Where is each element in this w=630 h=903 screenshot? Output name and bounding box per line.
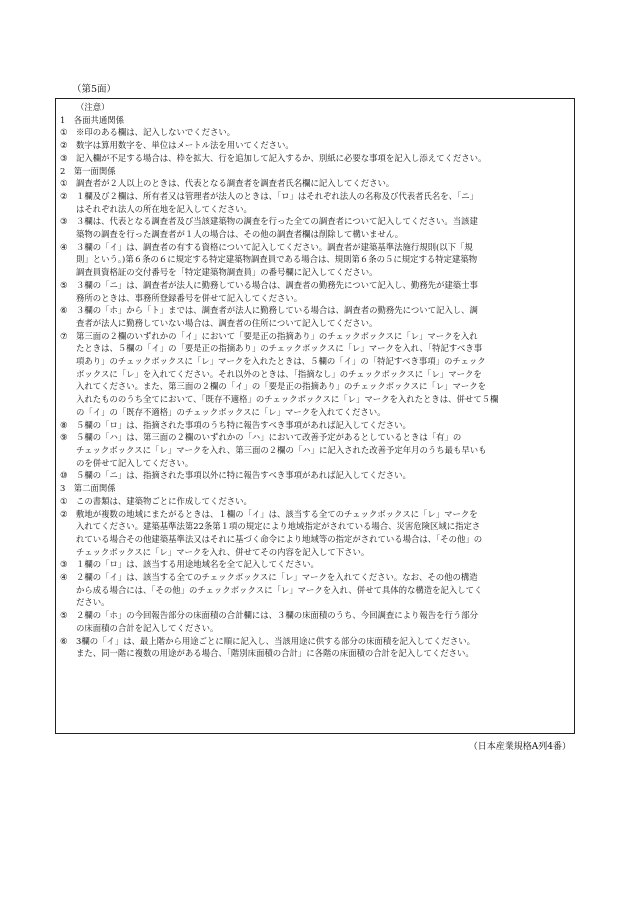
note-item-text: ３欄の「ニ」は、調査者が法人に勤務している場合は、調査者の勤務先について記入し、勤務先が建築士事 (76, 279, 478, 290)
note-item-number: ② (60, 508, 68, 519)
note-item-first-line (60, 279, 570, 292)
note-item (60, 241, 570, 279)
note-item (60, 508, 570, 559)
note-item (60, 330, 570, 419)
note-item-continuation: のを併せて記入してください。 (76, 457, 194, 468)
note-item-continuation: 築物の調査を行った調査者が１人の場合は、その他の調査者欄は削除して構いません。 (76, 229, 404, 240)
section-title: 1 各面共通関係 (60, 114, 124, 125)
note-item-number: ② (60, 190, 68, 201)
note-item-first-line (60, 241, 570, 254)
note-item-text: ５欄の「ニ」は、指摘された事項以外に特に報告すべき事項があれば記入してください。 (76, 470, 411, 481)
note-item (60, 304, 570, 329)
note-item-number: ① (60, 495, 68, 506)
note-item-text: １欄及び２欄は、所有者又は管理者が法人のときは、「ロ」はそれぞれ法人の名称及び代表者氏名を、「ニ」 (76, 190, 478, 201)
note-item-text: 数字は算用数字を、単位はメートル法を用いてください。 (76, 140, 294, 151)
note-item-first-line (60, 508, 570, 521)
note-item-continuation: ボックスに「レ」を入れてください。それ以外のときは、「指摘なし」のチェックボックスに「レ」マークを (76, 368, 482, 379)
note-item-continuation: たときは、５欄の「イ」の「要是正の指摘あり」のチェックボックスに「レ」マークを入れ、「特記すべき事 (76, 343, 483, 354)
note-item (60, 495, 570, 508)
paper-size-footer: （日本産業規格A列4番） (468, 742, 571, 752)
note-item-text: ５欄の「ロ」は、指摘された事項のうち特に報告すべき事項があれば記入してください。 (76, 419, 411, 430)
note-item (60, 126, 570, 139)
note-item-number: ① (60, 127, 68, 138)
note-item-continuation: 項あり」のチェックボックスに「レ」マークを入れたときは、５欄の「イ」の「特記すべき事項」のチェック (76, 356, 486, 367)
note-item-first-line (60, 558, 570, 571)
note-item-first-line (60, 495, 570, 508)
note-item (60, 469, 570, 482)
note-item-number: ④ (60, 572, 68, 583)
note-item-text: ３欄は、代表となる調査者及び当該建築物の調査を行った全ての調査者について記入してください。当該建 (76, 216, 478, 227)
note-item-first-line (60, 571, 570, 584)
note-item-text: 調査者が２人以上のときは、代表となる調査者を調査者氏名欄に記入してください。 (76, 178, 395, 189)
note-item-text: ３欄の「ホ」から「ト」までは、調査者が法人に勤務している場合は、調査者の勤務先について記入し、調 (76, 305, 478, 316)
note-item-text: ２欄の「イ」は、該当する全てのチェックボックスに「レ」マークを入れてください。なお、その他の構造 (76, 572, 478, 583)
note-item-continuation: また、同一階に複数の用途がある場合、「階別床面積の合計」に各階の床面積の合計を記入してください。 (76, 648, 474, 659)
note-item-first-line (60, 152, 570, 165)
note-item-continuation: 調査員資格証の交付番号を「特定建築物調査員」の番号欄に記入してください。 (76, 267, 378, 278)
note-item-continuation: チェックボックスに「レ」マークを入れ、第三面の２欄の「ハ」に記入された改善予定年月のうち最も早いも (76, 444, 487, 455)
note-item-text: ２欄の「ホ」の今回報告部分の床面積の合計欄には、３欄の床面積のうち、今回調査により報告を行う部分 (76, 610, 478, 621)
note-item-continuation: 入れてください。また、第三面の２欄の「イ」の「要是正の指摘あり」のチェックボックスに「レ」マークを (76, 381, 487, 392)
note-item (60, 215, 570, 240)
note-item-first-line (60, 190, 570, 203)
note-item-number: ③ (60, 152, 68, 163)
note-item-number: ⑨ (60, 432, 68, 443)
note-item (60, 609, 570, 634)
note-item-text: 3欄の「イ」は、最上階から用途ごとに順に記入し、当該用途に供する部分の床面積を記入してください。 (76, 635, 475, 646)
note-item-number: ⑤ (60, 610, 68, 621)
note-item-continuation: 査者が法人に勤務していない場合は、調査者の住所について記入してください。 (76, 317, 378, 328)
note-item (60, 177, 570, 190)
note-item-text: １欄の「ロ」は、該当する用途地域名を全て記入してください。 (76, 559, 319, 570)
note-item-first-line (60, 139, 570, 152)
note-item-number: ③ (60, 559, 68, 570)
note-item-first-line (60, 215, 570, 228)
note-item-continuation: チェックボックスに「レ」マークを入れ、併せてその内容を記入して下さい。 (76, 546, 370, 557)
note-item (60, 558, 570, 571)
note-item-continuation: ださい。 (76, 597, 110, 608)
note-item-text: 記入欄が不足する場合は、枠を拡大、行を追加して記入するか、別紙に必要な事項を記入し添えてください。 (76, 152, 487, 163)
note-item-continuation: 則」という。)第６条の６に規定する特定建築物調査員である場合は、規則第６条の５に規定する特定建築物 (76, 254, 478, 265)
note-item-first-line (60, 431, 570, 444)
note-item-continuation: の床面積の合計を記入してください。 (76, 622, 219, 633)
note-item-number: ⑥ (60, 305, 68, 316)
note-item-first-line (60, 609, 570, 622)
note-item-continuation: の「イ」の「既存不適格」のチェックボックスに「レ」マークを入れてください。 (76, 406, 386, 417)
note-item-number: ② (60, 140, 68, 151)
note-item-number: ③ (60, 216, 68, 227)
note-item-continuation: から成る場合には、「その他」のチェックボックスに「レ」マークを入れ、併せて具体的な構造を記入してく (76, 584, 483, 595)
note-item-first-line (60, 126, 570, 139)
page-label: （第5面） (72, 84, 117, 95)
note-item-number: ⑦ (60, 330, 68, 341)
note-item (60, 635, 570, 660)
note-item-number: ⑤ (60, 279, 68, 290)
note-item-continuation: れている場合その他建築基準法又はそれに基づく命令により地域等の指定がされている場合は、「その他」の (76, 533, 483, 544)
section-title: 2 第一面関係 (60, 165, 116, 176)
note-item-text: ３欄の「イ」は、調査者の有する資格について記入してください。調査者が建築基準法施行規則(以下「規 (76, 241, 473, 252)
note-item (60, 431, 570, 469)
note-item-number: ⑧ (60, 419, 68, 430)
note-item-first-line (60, 419, 570, 432)
notes-frame (55, 98, 575, 734)
note-item (60, 419, 570, 432)
note-item-first-line (60, 330, 570, 343)
note-item-number: ⑩ (60, 470, 68, 481)
note-item (60, 190, 570, 215)
note-item-continuation: 入れたもののうち全てにおいて、「既存不適格」のチェックボックスに「レ」マークを入れたときは、併せて５欄 (76, 394, 499, 405)
note-item-continuation: はそれぞれ法人の所在地を記入してください。 (76, 203, 252, 214)
note-item-first-line (60, 177, 570, 190)
note-item-continuation: 務所のときは、事務所登録番号を併せて記入してください。 (76, 292, 303, 303)
note-item-number: ④ (60, 241, 68, 252)
note-item-text: この書類は、建築物ごとに作成してください。 (76, 495, 252, 506)
notes-content (60, 101, 570, 660)
note-item (60, 279, 570, 304)
notes-heading: （注意） (76, 102, 110, 112)
note-item-first-line (60, 469, 570, 482)
note-item-text: 第三面の２欄のいずれかの「イ」において「要是正の指摘あり」のチェックボックスに「レ」マークを入れ (76, 330, 478, 341)
note-item (60, 139, 570, 152)
note-item-first-line (60, 304, 570, 317)
note-item-number: ⑥ (60, 635, 68, 646)
note-item (60, 152, 570, 165)
note-item-number: ① (60, 178, 68, 189)
note-item-continuation: 入れてください。建築基準法第22条第１項の規定により地域指定がされている場合、災害危険区域に指定さ (76, 521, 481, 532)
note-item-text: ※印のある欄は、記入しないでください。 (76, 127, 236, 138)
note-item (60, 571, 570, 609)
note-item-first-line (60, 635, 570, 648)
note-item-text: ５欄の「ハ」は、第三面の２欄のいずれかの「ハ」において改善予定があるとしているときは「有」の (76, 432, 462, 443)
section-title: 3 第二面関係 (60, 483, 116, 494)
note-item-text: 敷地が複数の地域にまたがるときは、１欄の「イ」は、該当する全てのチェックボックスに「レ」マークを (76, 508, 478, 519)
